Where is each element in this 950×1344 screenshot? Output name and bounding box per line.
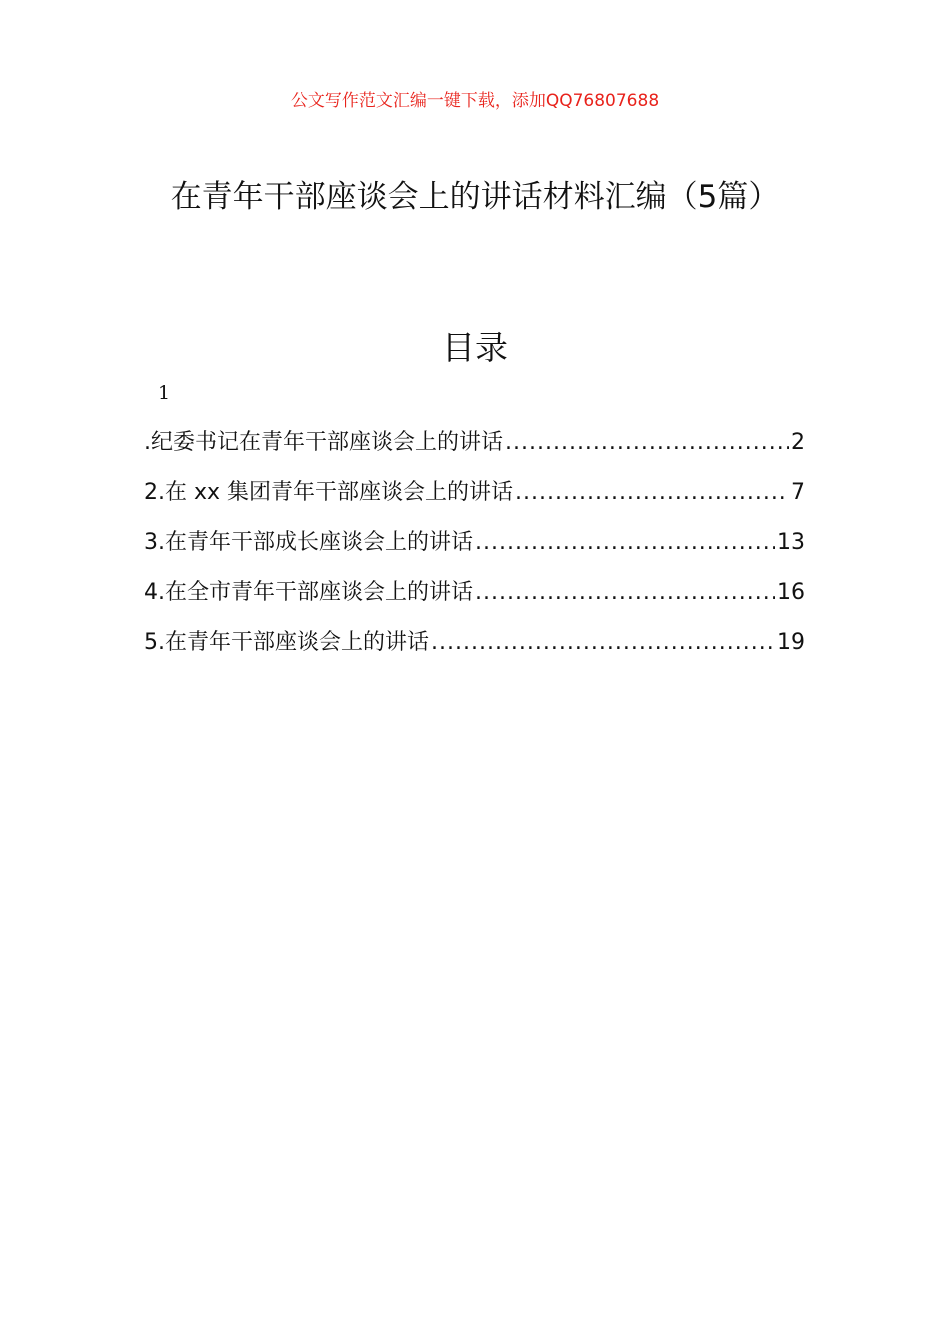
toc-entry[interactable] xyxy=(144,425,805,475)
promo-banner: 公文写作范文汇编一键下载，添加QQ76807688 xyxy=(290,91,660,111)
toc-entry-page: 13 xyxy=(777,530,805,555)
table-of-contents xyxy=(144,425,805,675)
toc-dot-leader xyxy=(515,480,789,505)
toc-entry-page: 19 xyxy=(777,630,805,655)
toc-entry-title: 2.在 xx 集团青年干部座谈会上的讲话 xyxy=(144,480,514,505)
toc-entry-title: 3.在青年干部成长座谈会上的讲话 xyxy=(144,530,473,555)
toc-dot-leader xyxy=(431,630,775,655)
toc-dot-leader xyxy=(505,430,789,455)
toc-dot-leader xyxy=(475,580,775,605)
toc-entry-page: 2 xyxy=(791,430,805,455)
toc-entry-page: 16 xyxy=(777,580,805,605)
toc-entry[interactable] xyxy=(144,625,805,675)
toc-entry[interactable] xyxy=(144,475,805,525)
toc-entry[interactable] xyxy=(144,575,805,625)
toc-entry-title: 4.在全市青年干部座谈会上的讲话 xyxy=(144,580,473,605)
toc-heading: 目录 xyxy=(442,328,508,367)
toc-entry[interactable] xyxy=(144,525,805,575)
toc-entry-page: 7 xyxy=(791,480,805,505)
toc-dot-leader xyxy=(475,530,775,555)
toc-entry-title: 5.在青年干部座谈会上的讲话 xyxy=(144,630,429,655)
document-title: 在青年干部座谈会上的讲话材料汇编（5篇） xyxy=(170,179,780,215)
toc-entry-title: .纪委书记在青年干部座谈会上的讲话 xyxy=(144,430,503,455)
toc-stray-number: 1 xyxy=(158,382,171,404)
